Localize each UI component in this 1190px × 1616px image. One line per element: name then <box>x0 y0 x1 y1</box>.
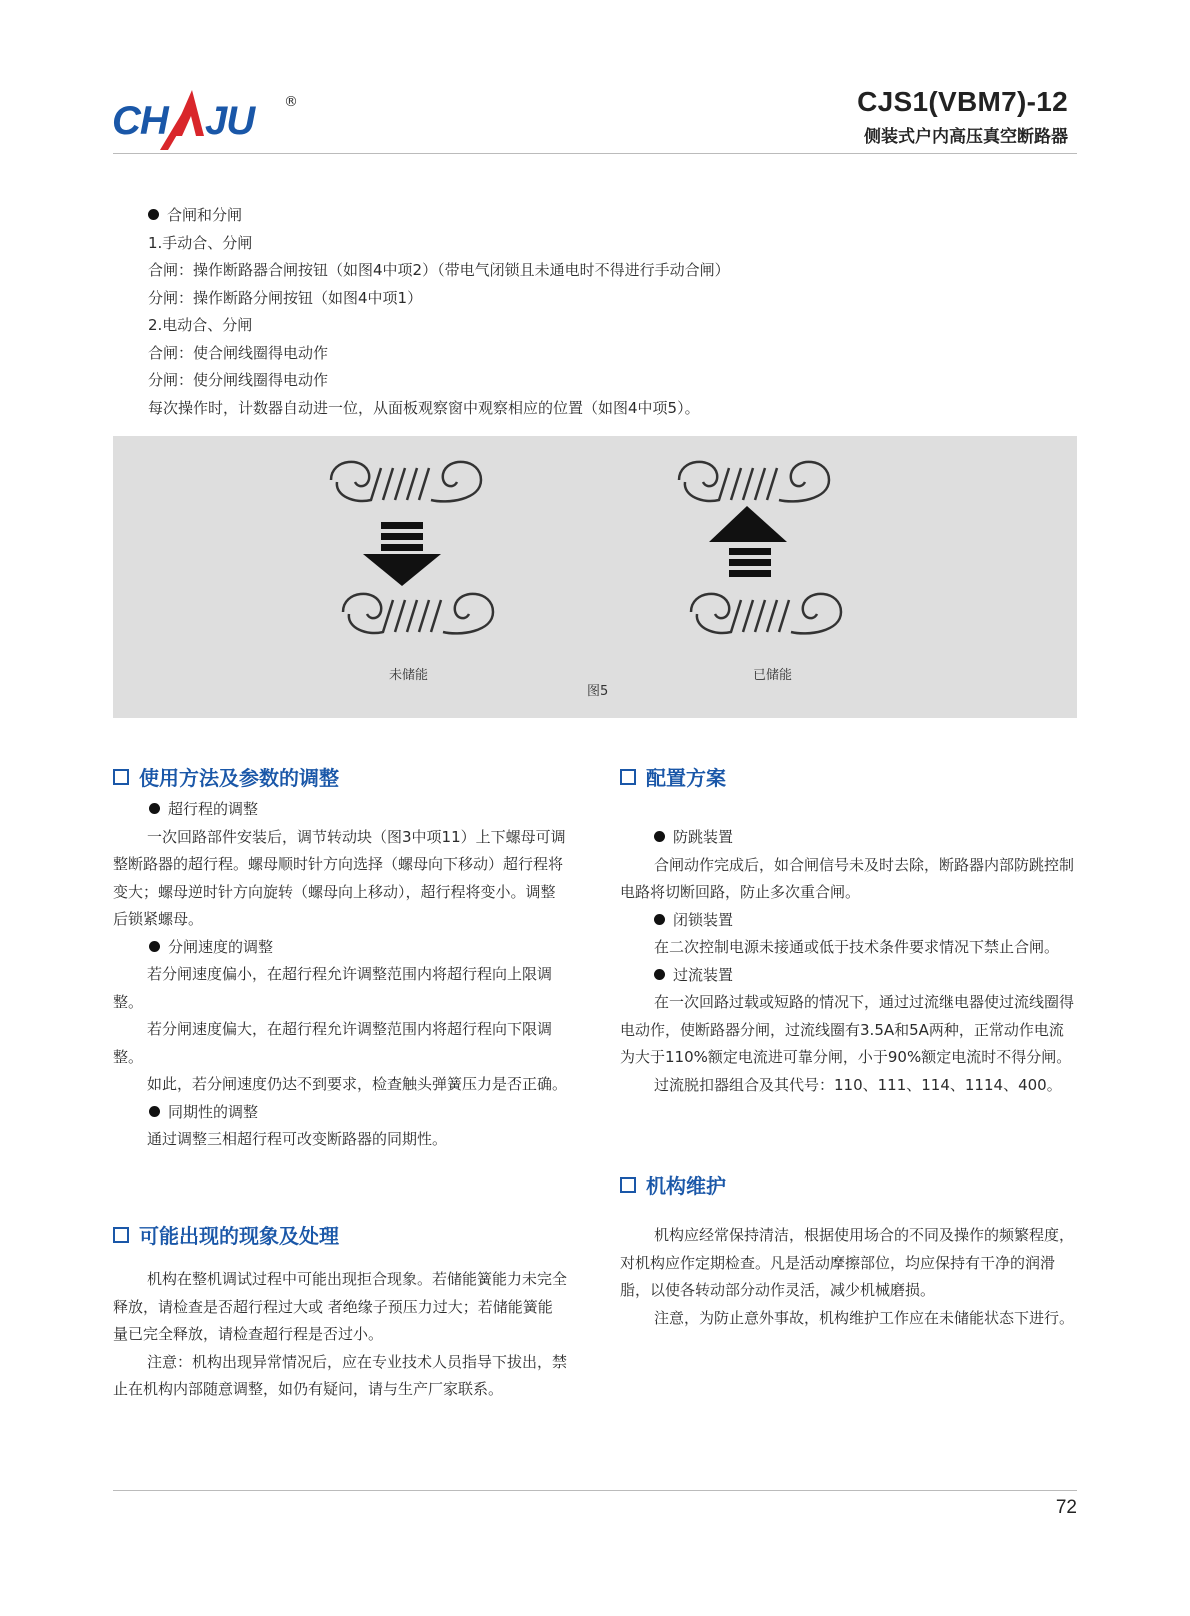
left-troubleshoot-text <box>113 1266 567 1404</box>
intro-block <box>148 202 1048 422</box>
section-title: 配置方案 <box>646 766 726 790</box>
intro-line: 1.手动合、分闸 <box>148 233 253 252</box>
spring-top-left <box>331 462 481 502</box>
intro-line: 合闸：操作断路器合闸按钮（如图4中项2）（带电气闭锁且未通电时不得进行手动合闸） <box>148 261 730 279</box>
svg-text:CH: CH <box>112 99 168 143</box>
arrow-up-icon <box>709 506 787 542</box>
right-config-text <box>620 824 1077 1099</box>
bullet-icon <box>149 1106 160 1117</box>
paragraph: 若分闸速度偏小，在超行程允许调整范围内将超行程向上限调整。 <box>113 965 553 1011</box>
right-maintenance-text <box>620 1222 1077 1332</box>
paragraph: 注意：机构出现异常情况后，应在专业技术人员指导下拔出，禁止在机构内部随意调整，如仍有疑问，请与生产厂家联系。 <box>113 1352 568 1398</box>
header-divider <box>113 153 1077 154</box>
spring-bottom-right <box>691 594 841 634</box>
checkbox-square-icon <box>620 1177 636 1193</box>
paragraph: 若分闸速度偏大，在超行程允许调整范围内将超行程向下限调整。 <box>113 1020 553 1066</box>
bullet-heading: 过流装置 <box>673 965 734 984</box>
bullet-heading: 闭锁装置 <box>673 910 734 929</box>
spring-top-right <box>679 462 829 502</box>
intro-line: 分闸：使分闸线圈得电动作 <box>148 371 329 389</box>
figure-5 <box>113 436 1077 718</box>
section-heading-troubleshooting <box>113 1220 339 1249</box>
checkbox-square-icon <box>113 1227 129 1243</box>
product-name: 侧装式户内高压真空断路器 <box>864 127 1068 147</box>
intro-bullet-line <box>148 202 1048 230</box>
spring-diagram <box>113 436 1077 718</box>
paragraph: 如此，若分闸速度仍达不到要求，检查触头弹簧压力是否正确。 <box>147 1075 568 1093</box>
footer-divider <box>113 1490 1077 1491</box>
bullet-icon <box>149 941 160 952</box>
paragraph: 过流脱扣器组合及其代号：110、111、114、1114、400。 <box>654 1075 1062 1094</box>
label-uncharged: 未储能 <box>389 668 429 683</box>
intro-line: 2.电动合、分闸 <box>148 316 253 334</box>
section-title: 可能出现的现象及处理 <box>139 1224 339 1248</box>
intro-line: 每次操作时，计数器自动进一位，从面板观察窗中观察相应的位置（如图4中项5）。 <box>148 398 700 417</box>
checkbox-square-icon <box>620 769 636 785</box>
section-title: 机构维护 <box>646 1174 726 1198</box>
bullet-icon <box>654 914 665 925</box>
figure-caption: 图5 <box>587 684 609 699</box>
arrow-down-icon <box>363 554 441 586</box>
left-usage-text <box>113 796 567 1154</box>
bullet-heading: 同期性的调整 <box>168 1102 259 1121</box>
intro-bullet: 合闸和分闸 <box>167 206 243 224</box>
paragraph: 在一次回路过载或短路的情况下，通过过流继电器使过流线圈得电动作，使断路器分闸，过流线圈有3.5A和5A两种，正常动作电流为大于110%额定电流进可靠分闸，小于90%额定电流时不得分闸。 <box>620 993 1075 1066</box>
paragraph: 机构应经常保持清洁，根据使用场合的不同及操作的频繁程度，对机构应作定期检查。凡是活动摩擦部位，均应保持有干净的润滑脂，以使各转动部分动作灵活，减少机械磨损。 <box>620 1226 1075 1299</box>
registered-mark: ® <box>284 94 298 110</box>
product-code: CJS1(VBM7)-12 <box>857 86 1068 117</box>
paragraph: 注意，为防止意外事故，机构维护工作应在未储能状态下进行。 <box>654 1308 1075 1327</box>
bullet-heading: 分闸速度的调整 <box>168 937 274 956</box>
bars-icon <box>729 548 771 577</box>
paragraph: 机构在整机调试过程中可能出现拒合现象。若储能簧能力未完全释放，请检查是否超行程过大或 者绝缘子预压力过大；若储能簧能量已完全释放，请检查超行程是否过小。 <box>113 1270 568 1343</box>
brand-logo <box>112 84 312 154</box>
section-heading-usage <box>113 762 339 791</box>
bullet-heading: 防跳装置 <box>673 828 734 846</box>
checkbox-square-icon <box>113 769 129 785</box>
bullet-heading: 超行程的调整 <box>168 800 259 818</box>
intro-line: 合闸：使合闸线圈得电动作 <box>148 343 329 362</box>
svg-text:JU: JU <box>205 99 255 143</box>
bullet-icon <box>149 803 160 814</box>
bars-icon <box>381 522 423 551</box>
paragraph: 通过调整三相超行程可改变断路器的同期性。 <box>147 1130 448 1148</box>
page-number: 72 <box>1055 1497 1077 1518</box>
section-heading-config <box>620 762 726 791</box>
paragraph: 在二次控制电源未接通或低于技术条件要求情况下禁止合闸。 <box>654 938 1060 956</box>
spring-bottom-left <box>343 594 493 634</box>
section-heading-maintenance <box>620 1170 726 1199</box>
bullet-icon <box>148 209 159 220</box>
label-charged: 已储能 <box>753 668 793 683</box>
bullet-icon <box>654 969 665 980</box>
bullet-icon <box>654 831 665 842</box>
paragraph: 合闸动作完成后，如合闸信号未及时去除，断路器内部防跳控制电路将切断回路，防止多次重合闸。 <box>620 855 1075 901</box>
intro-line: 分闸：操作断路分闸按钮（如图4中项1） <box>148 288 423 307</box>
paragraph: 一次回路部件安装后，调节转动块（图3中项11）上下螺母可调整断路器的超行程。螺母顺时针方向选择（螺母向下移动）超行程将变大；螺母逆时针方向旋转（螺母向上移动），超行程将变小。调整后锁紧螺母。 <box>113 827 566 928</box>
section-title: 使用方法及参数的调整 <box>139 766 339 790</box>
